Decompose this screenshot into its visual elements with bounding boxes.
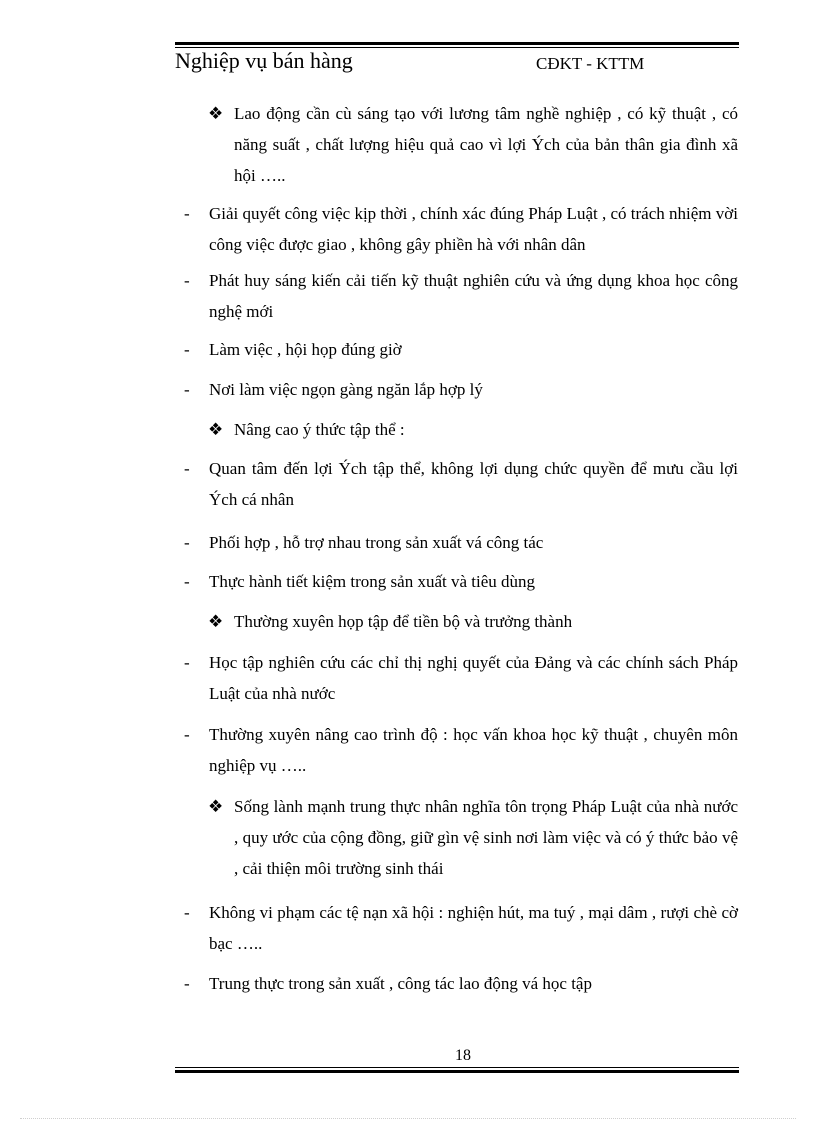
dash-icon: -	[184, 533, 190, 552]
dash-item	[184, 198, 738, 260]
dash-icon: -	[184, 572, 190, 591]
page-edge-divider	[20, 1118, 796, 1119]
dash-icon: -	[184, 725, 190, 744]
footer-rule	[175, 1067, 739, 1073]
dash-item	[184, 647, 738, 709]
dash-icon: -	[184, 974, 190, 993]
dash-icon: -	[184, 653, 190, 672]
dash-item	[184, 527, 738, 558]
item-text: Giải quyết công việc kịp thời , chính xác đúng Pháp Luật , có trách nhiệm vời công việc được giao , không gây phiền hà với nhân dân	[209, 204, 738, 254]
item-text: Làm việc , hội họp đúng giờ	[209, 340, 402, 359]
item-text: Thực hành tiết kiệm trong sản xuất và tiêu dùng	[209, 572, 535, 591]
item-text: Lao động cần cù sáng tạo với lương tâm nghề nghiệp , có kỹ thuật , có năng suất , chất lượng hiệu quả cao vì lợi Ých của bản thân gia đình xã hội …..	[234, 104, 738, 185]
dash-icon: -	[184, 380, 190, 399]
bullet-item	[208, 606, 738, 637]
bullet-item	[208, 414, 738, 445]
dash-icon: -	[184, 459, 190, 478]
dash-icon: -	[184, 271, 190, 290]
dash-item	[184, 719, 738, 781]
dash-icon: -	[184, 340, 190, 359]
dash-icon: -	[184, 903, 190, 922]
page-number: 18	[455, 1047, 471, 1064]
item-text: Học tập nghiên cứu các chỉ thị nghị quyết của Đảng và các chính sách Pháp Luật của nhà nước	[209, 653, 738, 703]
item-text: Không vi phạm các tệ nạn xã hội : nghiện hút, ma tuý , mại dâm , rượi chè cờ bạc …..	[209, 903, 738, 953]
item-text: Thường xuyên họp tập để tiền bộ và trưởng thành	[234, 612, 573, 631]
item-text: Nâng cao ý thức tập thể :	[234, 420, 405, 439]
black-four-diamond-icon: ❖	[208, 420, 224, 439]
dash-item	[184, 968, 738, 999]
dash-item	[184, 374, 738, 405]
item-text: Phát huy sáng kiến cải tiến kỹ thuật nghiên cứu và ứng dụng khoa học công nghệ mới	[209, 271, 738, 321]
bullet-item	[208, 791, 738, 884]
dash-item	[184, 265, 738, 327]
class-code: CĐKT - KTTM	[536, 54, 645, 73]
dash-item	[184, 334, 738, 365]
dash-item	[184, 453, 738, 515]
item-text: Sống lành mạnh trung thực nhân nghĩa tôn trọng Pháp Luật của nhà nước , quy ước của cộng đồng, giữ gìn vệ sinh nơi làm việc và có ý thức bảo vệ , cải thiện môi trường sinh thái	[234, 797, 738, 878]
dash-item	[184, 566, 738, 597]
black-four-diamond-icon: ❖	[208, 612, 224, 631]
black-four-diamond-icon: ❖	[208, 797, 224, 816]
item-text: Nơi làm việc ngọn gàng ngăn lắp hợp lý	[209, 380, 483, 399]
bullet-item	[208, 98, 738, 191]
item-text: Phối hợp , hỗ trợ nhau trong sản xuất vá công tác	[209, 533, 544, 552]
dash-item	[184, 897, 738, 959]
item-text: Thường xuyên nâng cao trình độ : học vấn khoa học kỹ thuật , chuyên môn nghiệp vụ …..	[209, 725, 738, 775]
document-title: Nghiệp vụ bán hàng	[175, 48, 353, 73]
item-text: Quan tâm đến lợi Ých tập thể, không lợi dụng chức quyền để mưu cầu lợi Ých cá nhân	[209, 459, 738, 509]
black-four-diamond-icon: ❖	[208, 104, 224, 123]
item-text: Trung thực trong sản xuất , công tác lao động vá học tập	[209, 974, 592, 993]
dash-icon: -	[184, 204, 190, 223]
